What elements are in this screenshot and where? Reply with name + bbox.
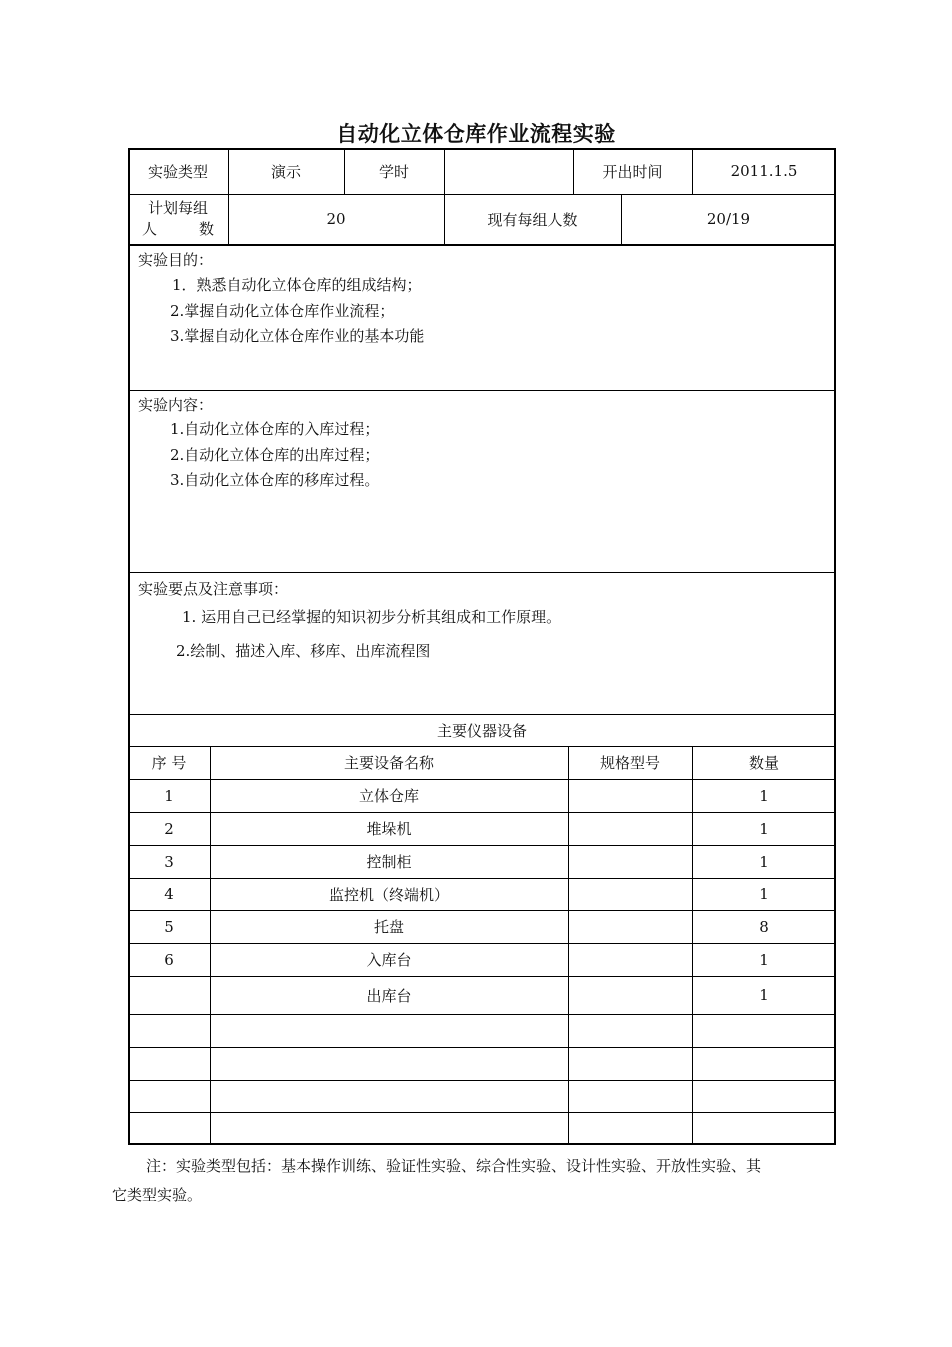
table-row-name: 监控机（终端机） [328, 885, 449, 904]
key-points-label: 实验要点及注意事项： [138, 580, 289, 598]
table-row-qty: 1 [759, 885, 769, 903]
equipment-section-title-row [128, 714, 836, 746]
header-row-2 [128, 194, 836, 244]
table-row-spec [568, 976, 692, 1014]
content-item-1: 1.自动化立体仓库的入库过程； [170, 420, 380, 438]
open-time-label: 开出时间 [602, 162, 663, 181]
table-row-index: 1 [164, 786, 174, 805]
table-row-qty: 1 [759, 819, 769, 838]
plan-label-line2-b: 数 [198, 220, 214, 238]
table-row-spec [568, 1080, 692, 1112]
hours-value [444, 148, 573, 194]
table-row-spec [568, 845, 692, 878]
table-row-qty [692, 1047, 836, 1080]
table-row [128, 1112, 836, 1145]
table-row-index [128, 1080, 210, 1112]
content-item-2: 2.自动化立体仓库的出库过程； [170, 446, 380, 464]
table-row-spec [568, 943, 692, 976]
table-row-name [210, 1047, 568, 1080]
content-item-3: 3.自动化立体仓库的移库过程。 [170, 471, 380, 489]
purpose-item-1: 1．熟悉自动化立体仓库的组成结构； [172, 276, 422, 294]
table-row [128, 779, 836, 812]
table-row-index [128, 976, 210, 1014]
purpose-label: 实验目的： [138, 251, 214, 269]
content-label: 实验内容： [138, 396, 214, 414]
open-time-value: 2011.1.5 [730, 162, 798, 180]
hours-label: 学时 [378, 162, 409, 181]
table-row-qty [692, 1080, 836, 1112]
table-row-name [210, 1080, 568, 1112]
table-row-name: 入库台 [366, 951, 412, 969]
footnote-line-1: 注：实验类型包括：基本操作训练、验证性实验、综合性实验、设计性实验、开放性实验、其 [146, 1157, 762, 1175]
type-value: 演示 [270, 162, 301, 181]
table-row [128, 1080, 836, 1112]
key-points-item-1: 1. 运用自己已经掌握的知识初步分析其组成和工作原理。 [182, 608, 562, 626]
table-row-index: 5 [164, 917, 174, 936]
table-row [128, 1047, 836, 1080]
table-row-spec [568, 1047, 692, 1080]
table-row-spec [568, 812, 692, 845]
table-row-index: 4 [164, 885, 174, 903]
plan-value: 20 [326, 210, 346, 228]
table-row-index: 2 [164, 819, 174, 838]
equipment-header-row-qty: 数量 [748, 754, 779, 772]
table-row-spec [568, 878, 692, 910]
table-row [128, 878, 836, 910]
purpose-item-3: 3.掌握自动化立体仓库作业的基本功能 [170, 327, 425, 345]
equipment-header-row-index: 序 号 [151, 754, 187, 772]
footnote [112, 1152, 840, 1210]
equipment-header-row-spec: 规格型号 [599, 754, 660, 772]
table-row-name: 堆垛机 [366, 820, 412, 838]
current-label: 现有每组人数 [487, 210, 578, 229]
equipment-header-row [128, 746, 836, 779]
table-row-index [128, 1112, 210, 1145]
table-row-name [210, 1014, 568, 1047]
purpose-item-2: 2.掌握自动化立体仓库作业流程； [170, 302, 395, 320]
document-title: 自动化立体仓库作业流程实验 [336, 122, 616, 146]
table-row-qty: 1 [759, 950, 769, 969]
table-row-qty: 1 [759, 986, 769, 1004]
table-row-index: 3 [164, 852, 174, 871]
type-label: 实验类型 [147, 162, 208, 181]
equipment-header-row-name: 主要设备名称 [343, 754, 434, 772]
table-row-index: 6 [164, 950, 174, 969]
table-row [128, 812, 836, 845]
table-row-qty: 1 [759, 852, 769, 871]
table-row-spec [568, 779, 692, 812]
header-row-1 [128, 148, 836, 194]
table-row-index [128, 1047, 210, 1080]
table-row [128, 943, 836, 976]
table-row-qty [692, 1112, 836, 1145]
table-row-qty: 1 [759, 786, 769, 805]
table-row-name: 托盘 [373, 918, 404, 936]
table-row-name [210, 1112, 568, 1145]
plan-label [128, 194, 228, 244]
table-row [128, 976, 836, 1014]
key-points-item-2: 2.绘制、描述入库、移库、出库流程图 [176, 642, 431, 660]
table-row-index [128, 1014, 210, 1047]
table-row-name: 立体仓库 [358, 787, 419, 805]
footnote-line-2: 它类型实验。 [112, 1186, 203, 1204]
equipment-section-title: 主要仪器设备 [436, 721, 527, 740]
table-row [128, 845, 836, 878]
plan-label-line2-a: 人 [142, 220, 158, 238]
plan-label-line1: 计划每组 [147, 199, 208, 217]
table-row [128, 910, 836, 943]
table-row [128, 1014, 836, 1047]
table-row-spec [568, 910, 692, 943]
table-row-qty [692, 1014, 836, 1047]
table-row-qty: 8 [759, 917, 769, 936]
table-row-spec [568, 1112, 692, 1145]
table-row-spec [568, 1014, 692, 1047]
current-value: 20/19 [706, 210, 751, 228]
plan-label-line2 [142, 219, 214, 240]
table-row-name: 控制柜 [366, 853, 412, 871]
table-row-name: 出库台 [366, 986, 412, 1005]
